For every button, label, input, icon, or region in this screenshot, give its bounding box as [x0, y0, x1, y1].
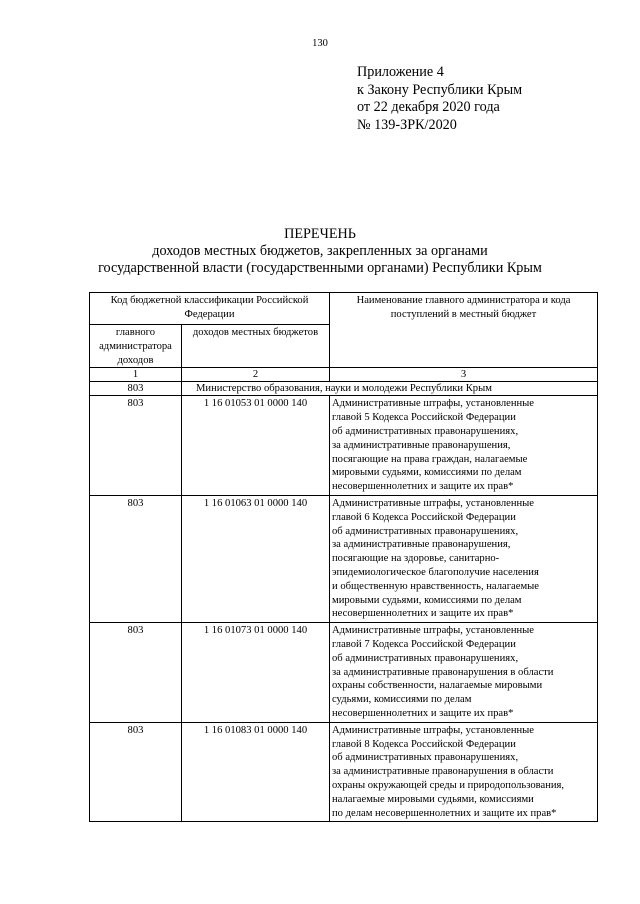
document-title	[0, 226, 640, 278]
description-line: об административных правонарушениях,	[332, 652, 519, 664]
description-line: за административные правонарушения в области	[332, 666, 554, 678]
appendix-line: к Закону Республики Крым	[357, 81, 523, 98]
page-number: 130	[312, 38, 328, 49]
description-line: несовершеннолетних и защите их прав*	[332, 608, 514, 620]
description-line: за административные правонарушения,	[332, 539, 511, 551]
description-line: несовершеннолетних и защите их прав*	[332, 707, 514, 719]
description-line: налагаемые мировыми судьями, комиссиями	[332, 793, 534, 805]
header-local-income: доходов местных бюджетов	[182, 325, 330, 368]
appendix-line: № 139-ЗРК/2020	[357, 116, 457, 133]
admin-code: 803	[90, 623, 182, 723]
ministry-row	[90, 382, 598, 396]
description-line: главой 6 Кодекса Российской Федерации	[332, 511, 516, 523]
income-code: 1 16 01073 01 0000 140	[182, 623, 330, 723]
description-line: мировыми судьями, комиссиями по делам	[332, 594, 522, 606]
ministry-code: 803	[90, 382, 182, 396]
description-line: за административные правонарушения,	[332, 439, 511, 451]
title-line: государственной власти (государственными органами) Республики Крым	[98, 260, 542, 277]
title-heading: ПЕРЕЧЕНЬ	[284, 226, 356, 242]
income-code: 1 16 01053 01 0000 140	[182, 396, 330, 496]
description-line: посягающие на здоровье, санитарно-	[332, 553, 500, 565]
column-number: 3	[330, 368, 598, 382]
table-row	[90, 623, 598, 723]
description-line: Административные штрафы, установленные	[332, 724, 535, 736]
income-description	[330, 396, 598, 496]
appendix-line: от 22 декабря 2020 года	[357, 99, 500, 115]
title-line: доходов местных бюджетов, закрепленных за органами	[152, 243, 488, 260]
description-line: эпидемиологическое благополучие населения	[332, 566, 539, 578]
description-line: Административные штрафы, установленные	[332, 398, 535, 410]
table-row	[90, 495, 598, 622]
income-description	[330, 623, 598, 723]
description-line: несовершеннолетних и защите их прав*	[332, 481, 514, 493]
description-line: главой 5 Кодекса Российской Федерации	[332, 412, 516, 424]
description-line: охраны окружающей среды и природопользования,	[332, 779, 565, 791]
table-row	[90, 722, 598, 822]
admin-code: 803	[90, 396, 182, 496]
income-code: 1 16 01083 01 0000 140	[182, 722, 330, 822]
ministry-name: Министерство образования, науки и молодежи Республики Крым	[182, 382, 598, 396]
description-line: об административных правонарушениях,	[332, 752, 519, 764]
description-line: Административные штрафы, установленные	[332, 497, 535, 509]
admin-code: 803	[90, 495, 182, 622]
income-description	[330, 722, 598, 822]
appendix-line: Приложение 4	[357, 64, 444, 80]
table-row	[90, 396, 598, 496]
description-line: посягающие на права граждан, налагаемые	[332, 453, 528, 465]
column-numbers-row	[90, 368, 598, 382]
description-line: мировыми судьями, комиссиями по делам	[332, 467, 522, 479]
admin-code: 803	[90, 722, 182, 822]
column-number: 2	[182, 368, 330, 382]
description-line: судьями, комиссиями по делам	[332, 694, 472, 706]
income-description	[330, 495, 598, 622]
description-line: главой 7 Кодекса Российской Федерации	[332, 638, 516, 650]
header-admin-name: Наименование главного администратора и кода поступлений в местный бюджет	[330, 293, 598, 368]
description-line: Административные штрафы, установленные	[332, 625, 535, 637]
description-line: охраны собственности, налагаемые мировыми	[332, 680, 543, 692]
description-line: главой 8 Кодекса Российской Федерации	[332, 738, 516, 750]
income-table	[89, 292, 598, 822]
description-line: об административных правонарушениях,	[332, 525, 519, 537]
column-number: 1	[90, 368, 182, 382]
header-bcc-code: Код бюджетной классификации Российской Федерации	[90, 293, 330, 325]
appendix-reference	[357, 64, 522, 134]
description-line: об административных правонарушениях,	[332, 425, 519, 437]
description-line: по делам несовершеннолетних и защите их прав*	[332, 807, 557, 819]
description-line: за административные правонарушения в области	[332, 766, 554, 778]
description-line: и общественную нравственность, налагаемые	[332, 580, 539, 592]
header-main-admin: главного администратора доходов	[90, 325, 182, 368]
income-code: 1 16 01063 01 0000 140	[182, 495, 330, 622]
